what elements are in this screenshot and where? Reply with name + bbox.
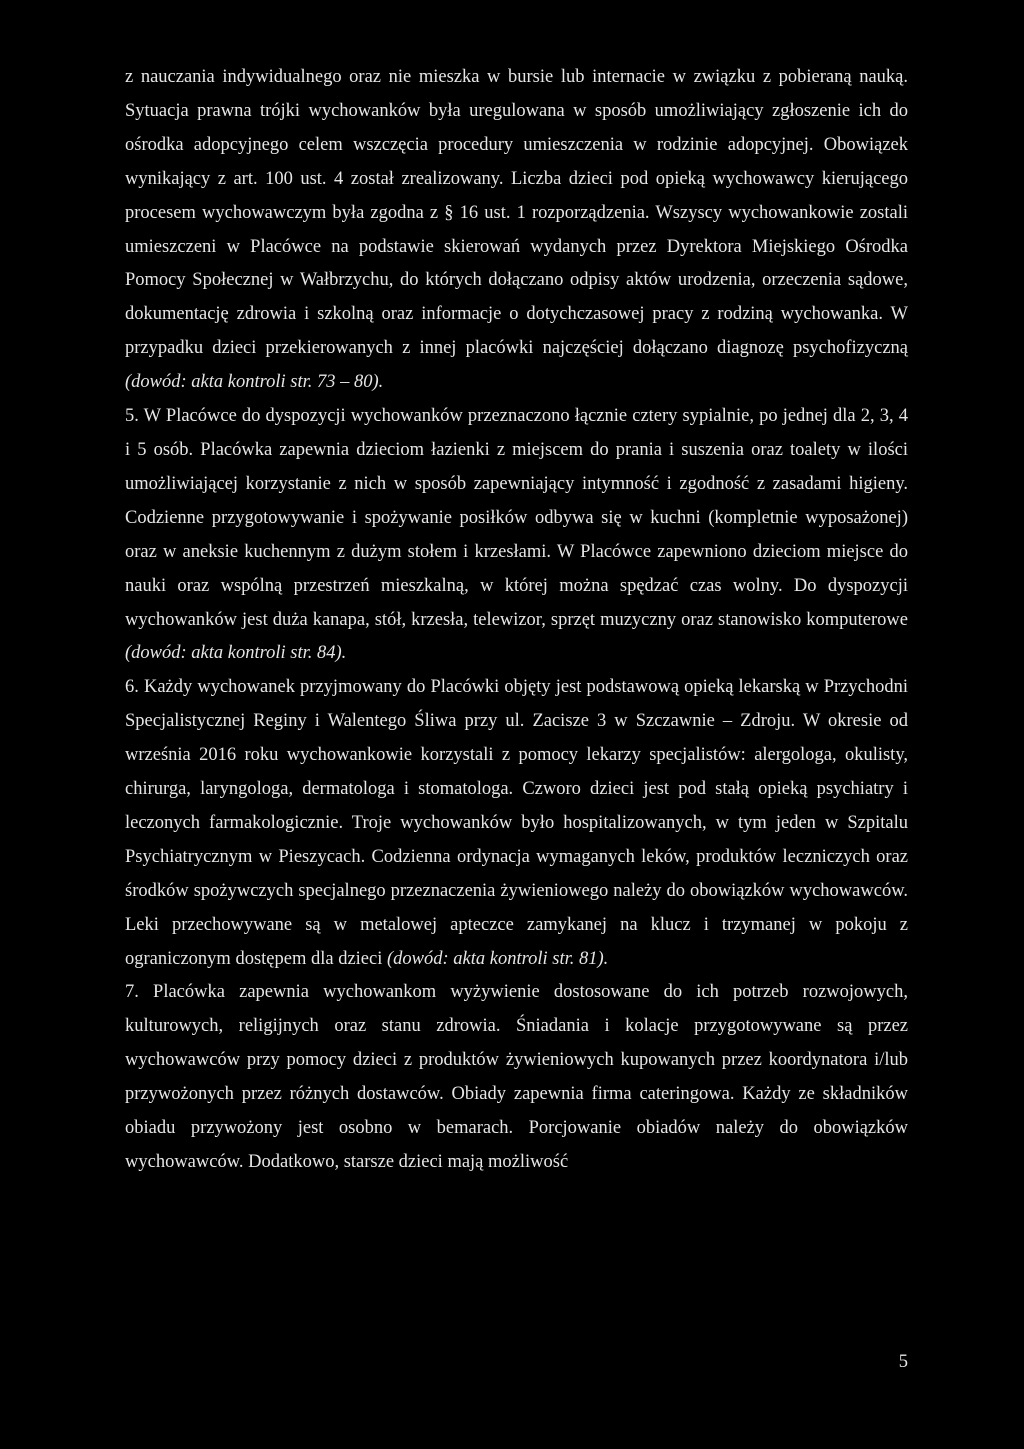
paragraph-5-evidence: (dowód: akta kontroli str. 84). (125, 643, 347, 664)
paragraph-6 (125, 671, 908, 976)
paragraph-7 (125, 976, 908, 1179)
paragraph-5 (125, 400, 908, 671)
paragraph-6-evidence: (dowód: akta kontroli str. 81). (387, 948, 609, 969)
document-body (125, 61, 908, 1180)
paragraph-1-evidence: (dowód: akta kontroli str. 73 – 80). (125, 372, 384, 393)
paragraph-1-text: z nauczania indywidualnego oraz nie mieszka w bursie lub internacie w związku z pobieraną nauką. Sytuacja prawna trójki wychowanków była uregulowana w sposób umożliwiający zgłoszenie ich do ośrodka adopcyjnego celem wszczęcia procedury umieszczenia w rodzinie adopcyjnej. Obowiązek wynikający z art. 100 ust. 4 został zrealizowany. Liczba dzieci pod opieką wychowawcy kierującego procesem wychowawczym była zgodna z § 16 ust. 1 rozporządzenia. Wszyscy wychowankowie zostali umieszczeni w Placówce na podstawie skierowań wydanych przez Dyrektora Miejskiego Ośrodka Pomocy Społecznej w Wałbrzychu, do których dołączano odpisy aktów urodzenia, orzeczenia sądowe, dokumentację zdrowia i szkolną oraz informacje o dotychczasowej pracy z rodziną wychowanka. W przypadku dzieci przekierowanych z innej placówki najczęściej dołączano diagnozę psychofizyczną (125, 67, 908, 359)
paragraph-1 (125, 61, 908, 400)
paragraph-6-text: 6. Każdy wychowanek przyjmowany do Placówki objęty jest podstawową opieką lekarską w Przychodni Specjalistycznej Reginy i Walentego Śliwa przy ul. Zacisze 3 w Szczawnie – Zdroju. W okresie od września 2016 roku wychowankowie korzystali z pomocy lekarzy specjalistów: alergologa, okulisty, chirurga, laryngologa, dermatologa i stomatologa. Czworo dzieci jest pod stałą opieką psychiatry i leczonych farmakologicznie. Troje wychowanków było hospitalizowanych, w tym jeden w Szpitalu Psychiatrycznym w Pieszycach. Codzienna ordynacja wymaganych leków, produktów leczniczych oraz środków spożywczych specjalnego przeznaczenia żywieniowego należy do obowiązków wychowawców. Leki przechowywane są w metalowej apteczce zamykanej na klucz i trzymanej w pokoju z ograniczonym dostępem dla dzieci (125, 677, 908, 969)
page-number: 5 (898, 1352, 908, 1372)
paragraph-7-text: 7. Placówka zapewnia wychowankom wyżywienie dostosowane do ich potrzeb rozwojowych, kulturowych, religijnych oraz stanu zdrowia. Śniadania i kolacje przygotowywane są przez wychowawców przy pomocy dzieci z produktów żywieniowych kupowanych przez koordynatora i/lub przywożonych przez różnych dostawców. Obiady zapewnia firma cateringowa. Każdy ze składników obiadu przywożony jest osobno w bemarach. Porcjowanie obiadów należy do obowiązków wychowawców. Dodatkowo, starsze dzieci mają możliwość (125, 982, 908, 1172)
paragraph-5-text: 5. W Placówce do dyspozycji wychowanków przeznaczono łącznie cztery sypialnie, po jednej dla 2, 3, 4 i 5 osób. Placówka zapewnia dzieciom łazienki z miejscem do prania i suszenia oraz toalety w ilości umożliwiającej korzystanie z nich w sposób zapewniający intymność i zgodność z zasadami higieny. Codzienne przygotowywanie i spożywanie posiłków odbywa się w kuchni (kompletnie wyposażonej) oraz w aneksie kuchennym z dużym stołem i krzesłami. W Placówce zapewniono dzieciom miejsce do nauki oraz wspólną przestrzeń mieszkalną, w której można spędzać czas wolny. Do dyspozycji wychowanków jest duża kanapa, stół, krzesła, telewizor, sprzęt muzyczny oraz stanowisko komputerowe (125, 406, 908, 630)
